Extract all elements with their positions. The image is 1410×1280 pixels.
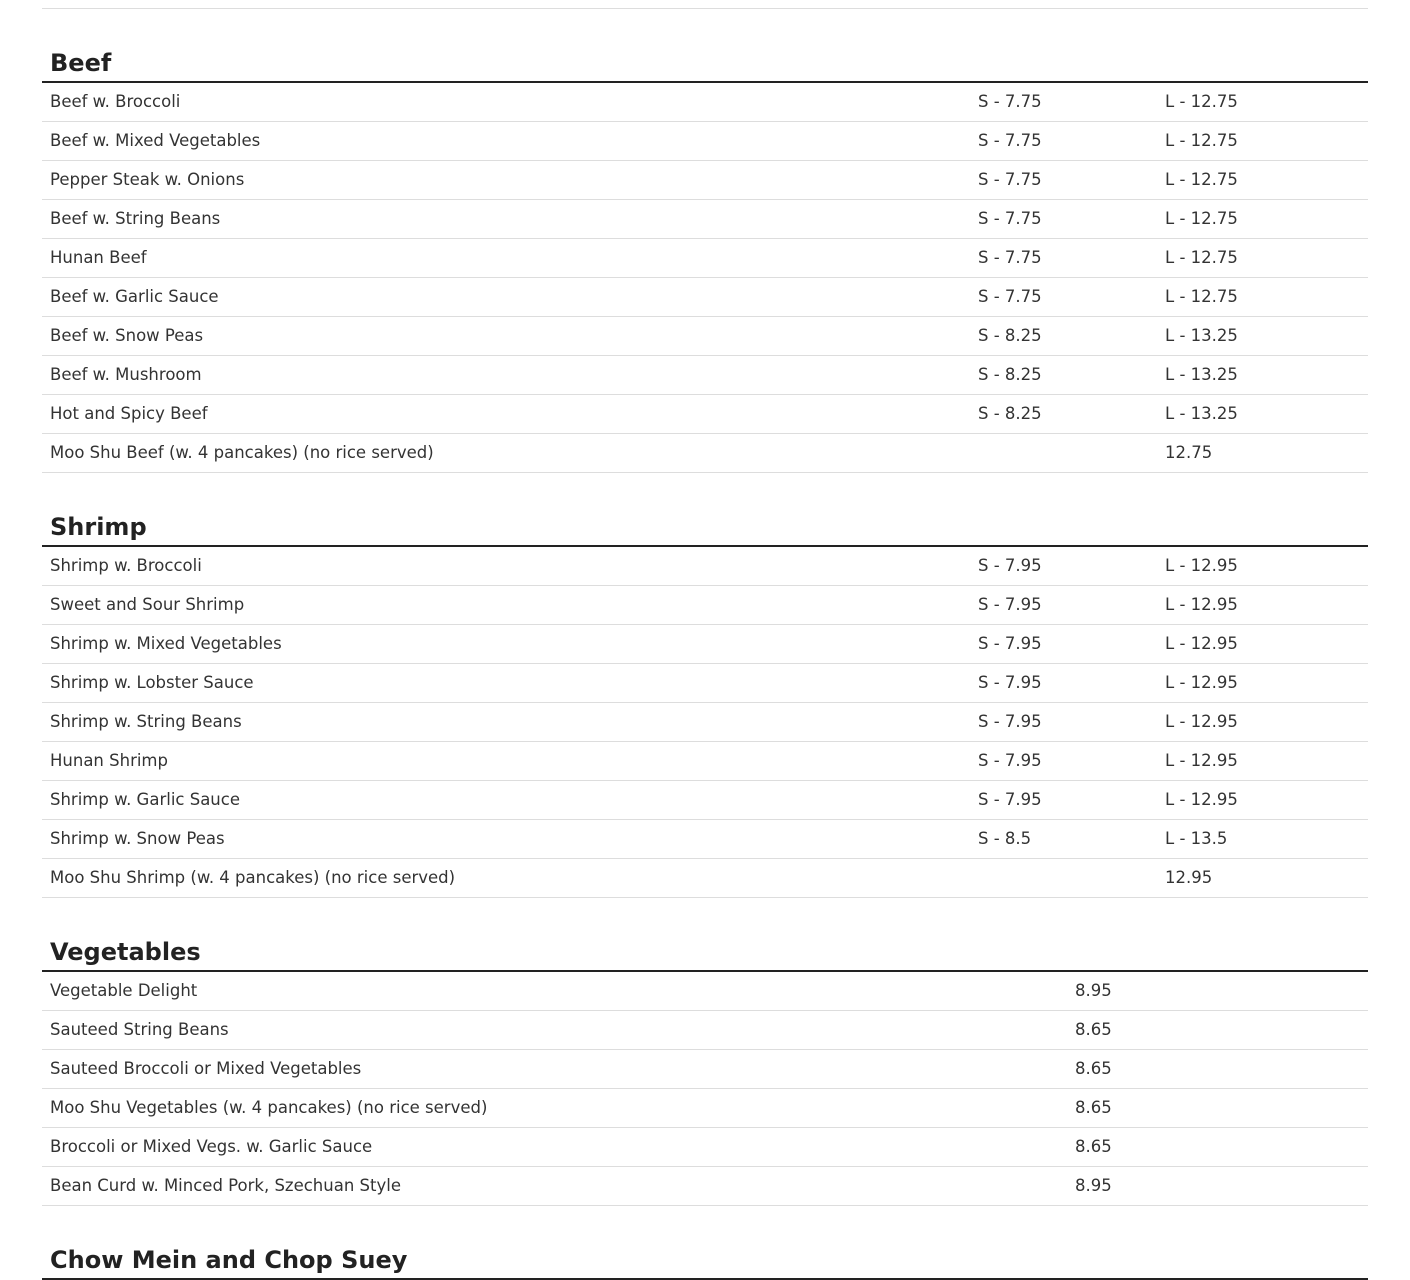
menu-page	[42, 0, 1368, 1280]
item-price-small: S - 7.95	[978, 634, 1042, 653]
previous-section-divider	[42, 0, 1368, 9]
menu-item-row	[42, 395, 1368, 434]
item-price: 8.65	[1075, 1137, 1112, 1156]
item-price-large: L - 12.75	[1165, 287, 1238, 306]
item-price: 8.65	[1075, 1020, 1112, 1039]
item-price-large: L - 12.75	[1165, 92, 1238, 111]
item-price-large: L - 13.25	[1165, 326, 1238, 345]
item-price-large: L - 13.5	[1165, 829, 1228, 848]
item-price-large: L - 13.25	[1165, 404, 1238, 423]
menu-item-row	[42, 586, 1368, 625]
item-name: Pepper Steak w. Onions	[50, 170, 245, 189]
item-price-large: L - 12.95	[1165, 790, 1238, 809]
item-name: Beef w. Snow Peas	[50, 326, 204, 345]
menu-item-row	[42, 1128, 1368, 1167]
item-price-large: L - 13.25	[1165, 365, 1238, 384]
item-price-small: S - 8.5	[978, 829, 1032, 848]
item-name: Hunan Beef	[50, 248, 147, 267]
item-price-small: S - 7.75	[978, 248, 1042, 267]
section-title: Shrimp	[42, 509, 1368, 547]
item-name: Bean Curd w. Minced Pork, Szechuan Style	[50, 1176, 401, 1195]
section-title: Vegetables	[42, 934, 1368, 972]
menu-item-row	[42, 859, 1368, 898]
menu-item-row	[42, 161, 1368, 200]
item-price-small: S - 7.95	[978, 712, 1042, 731]
menu-item-row	[42, 972, 1368, 1011]
menu-item-row	[42, 1167, 1368, 1206]
item-price-small: S - 7.95	[978, 595, 1042, 614]
item-name: Shrimp w. Broccoli	[50, 556, 202, 575]
item-name: Shrimp w. Garlic Sauce	[50, 790, 240, 809]
item-name: Hot and Spicy Beef	[50, 404, 208, 423]
item-name: Moo Shu Vegetables (w. 4 pancakes) (no rice served)	[50, 1098, 488, 1117]
item-price-small: S - 7.75	[978, 131, 1042, 150]
item-name: Beef w. Mixed Vegetables	[50, 131, 261, 150]
item-price-large: L - 12.95	[1165, 712, 1238, 731]
item-price-small: S - 8.25	[978, 365, 1042, 384]
section-title: Chow Mein and Chop Suey	[42, 1242, 1368, 1280]
item-price-large: 12.95	[1165, 868, 1213, 887]
menu-section	[42, 509, 1368, 898]
menu-item-row	[42, 1089, 1368, 1128]
menu-item-row	[42, 703, 1368, 742]
menu-item-row	[42, 1050, 1368, 1089]
menu-item-row	[42, 317, 1368, 356]
menu-item-row	[42, 278, 1368, 317]
item-name: Shrimp w. String Beans	[50, 712, 242, 731]
item-price-small: S - 7.95	[978, 751, 1042, 770]
item-name: Moo Shu Beef (w. 4 pancakes) (no rice served)	[50, 443, 434, 462]
item-price-small: S - 7.75	[978, 170, 1042, 189]
item-price-large: L - 12.95	[1165, 595, 1238, 614]
menu-item-row	[42, 122, 1368, 161]
item-price-large: L - 12.95	[1165, 556, 1238, 575]
item-name: Beef w. String Beans	[50, 209, 221, 228]
item-price-large: L - 12.95	[1165, 634, 1238, 653]
item-name: Beef w. Garlic Sauce	[50, 287, 219, 306]
menu-section	[42, 45, 1368, 473]
menu-item-row	[42, 200, 1368, 239]
item-price-small: S - 7.95	[978, 556, 1042, 575]
item-price-large: L - 12.75	[1165, 170, 1238, 189]
menu-item-row	[42, 356, 1368, 395]
item-name: Hunan Shrimp	[50, 751, 168, 770]
menu-item-row	[42, 547, 1368, 586]
menu-item-row	[42, 239, 1368, 278]
menu-item-row	[42, 742, 1368, 781]
item-price-large: L - 12.95	[1165, 751, 1238, 770]
menu-item-row	[42, 820, 1368, 859]
menu-section	[42, 934, 1368, 1206]
section-title: Beef	[42, 45, 1368, 83]
menu-item-row	[42, 664, 1368, 703]
item-price-small: S - 8.25	[978, 326, 1042, 345]
item-name: Shrimp w. Mixed Vegetables	[50, 634, 282, 653]
item-name: Beef w. Broccoli	[50, 92, 181, 111]
item-name: Sauteed Broccoli or Mixed Vegetables	[50, 1059, 362, 1078]
item-price-small: S - 7.75	[978, 92, 1042, 111]
item-price-small: S - 7.75	[978, 209, 1042, 228]
menu-section	[42, 1242, 1368, 1280]
item-price-large: 12.75	[1165, 443, 1213, 462]
item-name: Broccoli or Mixed Vegs. w. Garlic Sauce	[50, 1137, 373, 1156]
menu-item-row	[42, 625, 1368, 664]
item-price: 8.65	[1075, 1059, 1112, 1078]
item-price-small: S - 7.75	[978, 287, 1042, 306]
item-name: Sauteed String Beans	[50, 1020, 229, 1039]
item-price-small: S - 7.95	[978, 673, 1042, 692]
menu-item-row	[42, 781, 1368, 820]
item-price-large: L - 12.95	[1165, 673, 1238, 692]
menu-item-row	[42, 434, 1368, 473]
menu-sections	[42, 45, 1368, 1280]
item-price: 8.95	[1075, 981, 1112, 1000]
item-name: Shrimp w. Snow Peas	[50, 829, 225, 848]
item-name: Sweet and Sour Shrimp	[50, 595, 245, 614]
item-price-small: S - 8.25	[978, 404, 1042, 423]
item-name: Beef w. Mushroom	[50, 365, 202, 384]
menu-item-row	[42, 83, 1368, 122]
item-price-large: L - 12.75	[1165, 248, 1238, 267]
item-name: Shrimp w. Lobster Sauce	[50, 673, 254, 692]
item-price-large: L - 12.75	[1165, 209, 1238, 228]
item-name: Moo Shu Shrimp (w. 4 pancakes) (no rice served)	[50, 868, 456, 887]
item-name: Vegetable Delight	[50, 981, 198, 1000]
item-price-small: S - 7.95	[978, 790, 1042, 809]
item-price-large: L - 12.75	[1165, 131, 1238, 150]
item-price: 8.65	[1075, 1098, 1112, 1117]
menu-item-row	[42, 1011, 1368, 1050]
item-price: 8.95	[1075, 1176, 1112, 1195]
